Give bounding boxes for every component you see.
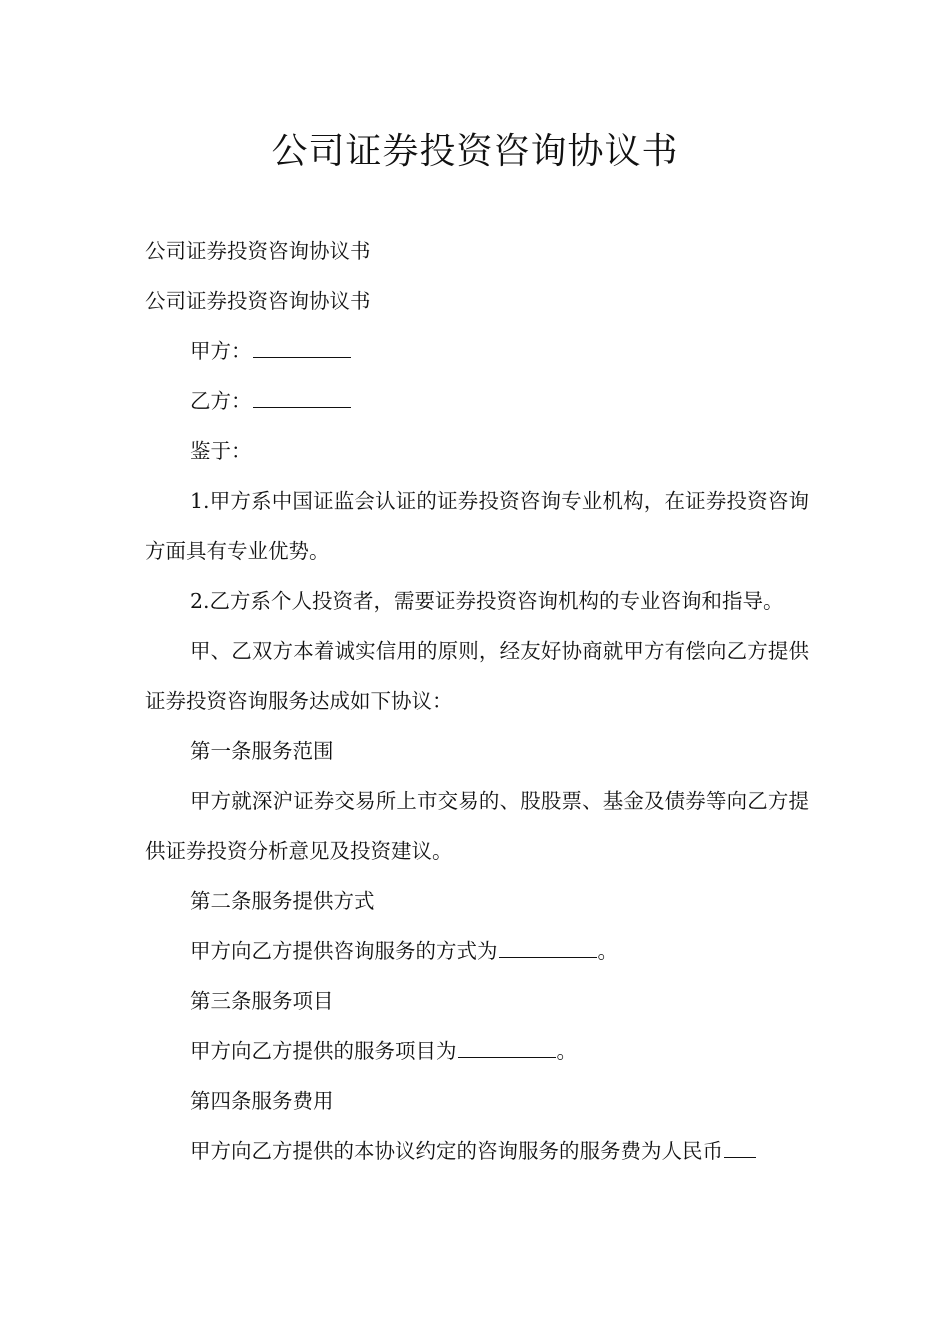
article-3-text [145, 1026, 809, 1076]
preamble-paragraph: 甲、乙双方本着诚实信用的原则，经友好协商就甲方有偿向乙方提供证券投资咨询服务达成如下协议： [145, 639, 809, 713]
article-4-blank [724, 1135, 756, 1158]
whereas-heading: 鉴于： [190, 439, 252, 463]
article-4-text-start: 甲方向乙方提供的本协议约定的咨询服务的服务费为人民币 [190, 1139, 723, 1163]
document-body [145, 226, 809, 1176]
article-2-blank [499, 935, 597, 958]
party-b-blank [253, 385, 351, 408]
article-3-title: 第三条服务项目 [190, 989, 334, 1013]
subtitle-line: 公司证券投资咨询协议书 [145, 239, 371, 263]
article-3-text-end: 。 [556, 1039, 577, 1063]
whereas-clause-1: 1.甲方系中国证监会认证的证券投资咨询专业机构，在证券投资咨询方面具有专业优势。 [145, 489, 809, 563]
article-3-text-start: 甲方向乙方提供的服务项目为 [190, 1039, 457, 1063]
article-4-title: 第四条服务费用 [190, 1089, 334, 1113]
article-2-text [145, 926, 809, 976]
party-a-blank [253, 335, 351, 358]
party-b-line [145, 376, 809, 426]
party-a-label: 甲方： [190, 339, 252, 363]
article-2-title: 第二条服务提供方式 [190, 889, 375, 913]
article-4-text [145, 1126, 809, 1176]
whereas-clause-2: 2.乙方系个人投资者，需要证券投资咨询机构的专业咨询和指导。 [190, 589, 784, 613]
document-title: 公司证券投资咨询协议书 [271, 131, 679, 172]
subtitle-line: 公司证券投资咨询协议书 [145, 289, 371, 313]
article-3-blank [458, 1035, 556, 1058]
article-1-text: 甲方就深沪证券交易所上市交易的、股股票、基金及债券等向乙方提供证券投资分析意见及投资建议。 [145, 789, 809, 863]
article-2-text-start: 甲方向乙方提供咨询服务的方式为 [190, 939, 498, 963]
party-a-line [145, 326, 809, 376]
party-b-label: 乙方： [190, 389, 252, 413]
article-2-text-end: 。 [597, 939, 618, 963]
article-1-title: 第一条服务范围 [190, 739, 334, 763]
